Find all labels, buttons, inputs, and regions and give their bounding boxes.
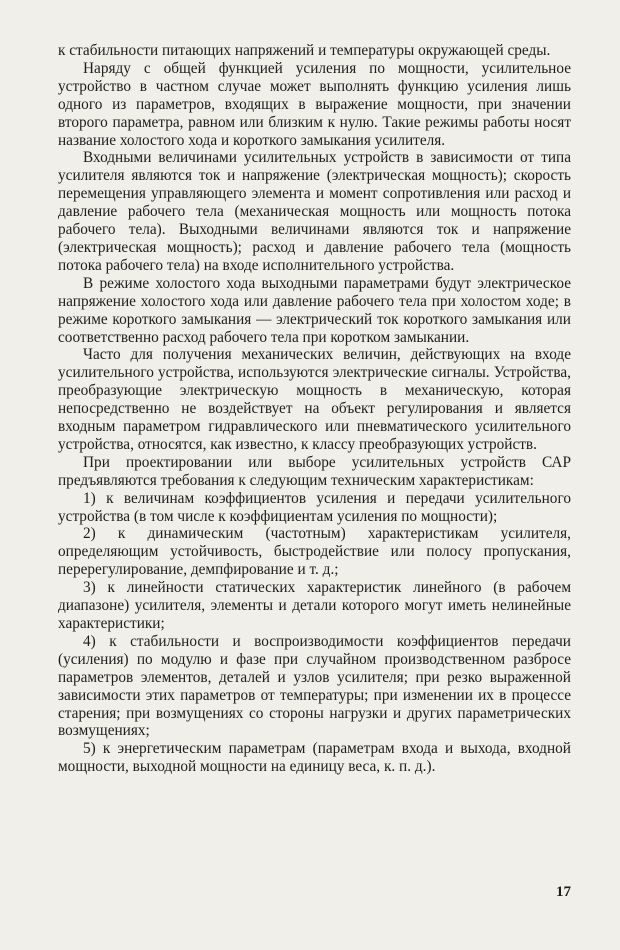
paragraph-continuation: к стабильности питающих напряжений и температуры окружающей среды.: [58, 42, 551, 59]
list-item-linearity: 3) к линейности статических характеристик линейного (в рабочем диапазоне) усилителя, элементы и детали которого могут иметь нелинейные характеристики;: [58, 579, 571, 632]
paragraph-design-requirements: При проектировании или выборе усилительных устройств САР предъявляются требования к следующим техническим характеристикам:: [58, 453, 571, 489]
list-item-energy-parameters: 5) к энергетическим параметрам (параметрам входа и выхода, входной мощности, выходной мощности на единицу веса, к. п. д.).: [58, 740, 571, 776]
list-item-stability: 4) к стабильности и воспроизводимости коэффициентов передачи (усиления) по модулю и фазе при случайном производственном разбросе параметров элементов, деталей и узлов усилителя; при резко выраженной зависимости этих параметров от температуры; при изменении их в процессе старения; при возмущениях со стороны нагрузки и других параметрических возмущениях;: [58, 632, 571, 740]
paragraph-power-amplification: Наряду с общей функцией усиления по мощности, усилительное устройство в частном случае может выполнять функцию усиления лишь одного из параметров, входящих в выражение мощности, при значении второго параметра, равном или близким к нулю. Такие режимы работы носят название холостого хода и короткого замыкания усилителя.: [58, 59, 571, 149]
paragraph-input-quantities: Входными величинами усилительных устройств в зависимости от типа усилителя являются ток и напряжение (электрическая мощность); скорость перемещения управляющего элемента и момент сопротивления или расход и давление рабочего тела (механическая мощность или мощность потока рабочего тела). Выходными величинами являются ток и напряжение (электрическая мощность); расход и давление рабочего тела (мощность потока рабочего тела) на входе исполнительного устройства.: [58, 149, 571, 274]
paragraph-idle-mode: В режиме холостого хода выходными параметрами будут электрическое напряжение холостого хода или давление рабочего тела при холостом ходе; в режиме короткого замыкания — электрический ток короткого замыкания или соответственно расход рабочего тела при коротком замыкании.: [58, 274, 571, 346]
paragraph-electrical-signals: Часто для получения механических величин, действующих на входе усилительного устройства, используются электрические сигналы. Устройства, преобразующие электрическую мощность в механическую, которая непосредственно не воздействует на объект регулирования и является входным параметром гидравлического или пневматического усилительного устройства, относятся, как известно, к классу преобразующих устройств.: [58, 346, 571, 453]
page-body: [58, 42, 571, 776]
list-item-gain-coefficients: 1) к величинам коэффициентов усиления и передачи усилительного устройства (в том числе к коэффициентам усиления по мощности);: [58, 489, 571, 525]
list-item-dynamic-characteristics: 2) к динамическим (частотным) характеристикам усилителя, определяющим устойчивость, быстродействие или полосу пропускания, перерегулирование, демпфирование и т. д.;: [58, 525, 571, 579]
page-number: 17: [556, 884, 571, 900]
